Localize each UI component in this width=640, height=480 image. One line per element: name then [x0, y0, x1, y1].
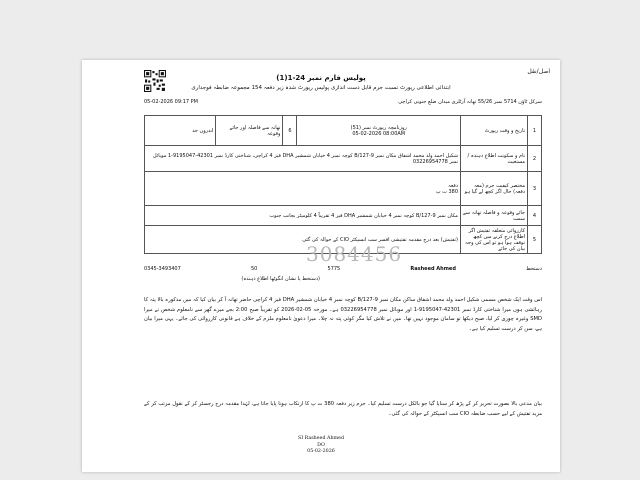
officer-designation: DO — [317, 442, 325, 448]
complainant-value: شکیل احمد ولد محمد اشفاق مکان نمبر 9-B/127 کوچہ نمبر 4 خیابان شمشیر DHA فیز 4 کراچی، شناختی کارڈ نمبر 42301-9195047-1 موبائل نمبر 03226954778 — [145, 146, 461, 172]
complainant-statement: اس وقت ایک شخص مسمی شکیل احمد ولد محمد اشفاق ساکن مکان نمبر 9-B/127 کوچہ نمبر 4 خیابان شمشیر DHA فیز 4 کراچی حاضر تھانہ آ کر بیان کیا کہ میں مذکورہ بالا پتہ کا رہائشی ہوں میرا شناختی کارڈ نمبر 42301-9195047-1 اور موبائل نمبر 03226954778 ہے۔ مورخہ 05-02-2026 کو تقریباً صبح 2:00 بجے میرے گھر سے نامعلوم شخص نے میرا SMD وغیرہ چوری کر لیا، صبح دیکھا تو سامان موجود نہیں تھا۔ میں نے تلاش کیا مگر کوئی پتہ نہ چلا۔ میرا دعویٰ نامعلوم ملزم کے خلاف ہے قانونی کارروائی کی جائے۔ یہی میرا بیان ہے، سن کر درست تسلیم کیا ہے۔ — [144, 297, 542, 332]
row-label: جائے وقوعہ و فاصلہ تھانہ سے سمت — [461, 206, 528, 226]
row-label: تاریخ و وقت رپورٹ — [461, 116, 528, 146]
table-row — [145, 206, 542, 226]
police-station-info: سرکل ٹاؤن 5714 نمبر 55/26 تھانہ آرٹلری میدان ضلع جنوبی کراچی — [398, 99, 542, 105]
signoff-date: 05-02-2026 — [307, 449, 335, 454]
signature-caption: (دستخط یا نشان انگوٹھا اطلاع دہندہ) — [241, 276, 320, 282]
distance-value: اندرون حد — [145, 116, 216, 146]
report-meta-line — [144, 99, 542, 105]
signature-field-b: 5775 — [327, 266, 341, 272]
row-number: 3 — [528, 172, 542, 206]
fir-details-table — [144, 115, 542, 254]
fir-document — [82, 60, 560, 472]
report-number-value: روزنامچہ رپورٹ نمبر (51) 05-02-2026 08:00AM — [297, 116, 461, 146]
signature-row — [144, 266, 542, 272]
row-label: کارروائی متعلقہ تفتیش اگر اطلاع درج کرنے میں کچھ توقف ہوا ہو تو اس کی وجہ بیان کی جائے — [461, 226, 528, 254]
form-title: پولیس فارم نمبر 24-1(1) — [276, 74, 366, 82]
row-label: تھانہ سے فاصلہ اور جائے وقوعہ — [216, 116, 283, 146]
row-number: 5 — [528, 226, 542, 254]
row-number: 4 — [528, 206, 542, 226]
place-value: مکان نمبر 9-B/127 کوچہ نمبر 4 خیابان شمشیر DHA فیز 4 تقریباً 4 کلومیٹر بجانب جنوب — [145, 206, 461, 226]
signature-label: دستخط — [526, 266, 542, 272]
investigation-value: (تفتیش) بعد درج مقدمہ تفتیشی افسر سب انسپکٹر CIO کے حوالہ کی گئی — [145, 226, 461, 254]
officer-name: SI Rasheed Ahmed — [297, 436, 345, 441]
table-row — [145, 172, 542, 206]
row-label: مختصر کیفیت جرم (معہ دفعہ) حال اگر کچھ لے گیا ہو — [461, 172, 528, 206]
phone-number: 0345-3493407 — [144, 266, 181, 272]
row-label: نام و سکونت اطلاع دہندہ / مستغیث — [461, 146, 528, 172]
row-number: 2 — [528, 146, 542, 172]
form-subtitle: ابتدائی اطلاعی رپورٹ نسبت جرم قابل دست اندازی پولیس رپورٹ شدہ زیر دفعہ 154 مجموعہ ضابطہ فوجداری — [191, 85, 451, 91]
signature-name: Rasheed Ahmed — [410, 266, 456, 272]
officer-signoff — [82, 436, 560, 456]
copy-type-label: اصل/نقل — [527, 68, 550, 75]
watermark-number: 3084456 — [306, 242, 403, 266]
signature-field-a: 50 — [250, 266, 258, 272]
offence-value: دفعہ 380 ت پ — [145, 172, 461, 206]
row-number: 1 — [528, 116, 542, 146]
table-row — [145, 116, 542, 146]
officer-remarks: بیان مدعی بالا بصورت تحریر کر کے پڑھ کر سنایا گیا جو بالکل درست تسلیم کیا۔ جرم زیر دفعہ 380 ت پ کا ارتکاب ہونا پایا جاتا ہے، لہٰذا مقدمہ درج رجسٹر کر کے نقول مرتب کر کے مزید تفتیش کے لیے حسب ضابطہ CIO سب انسپکٹر کے حوالہ کی گئی۔ — [144, 401, 542, 417]
report-datetime: 05-02-2026 09:17 PM — [144, 99, 198, 105]
table-row — [145, 146, 542, 172]
row-number: 6 — [283, 116, 297, 146]
